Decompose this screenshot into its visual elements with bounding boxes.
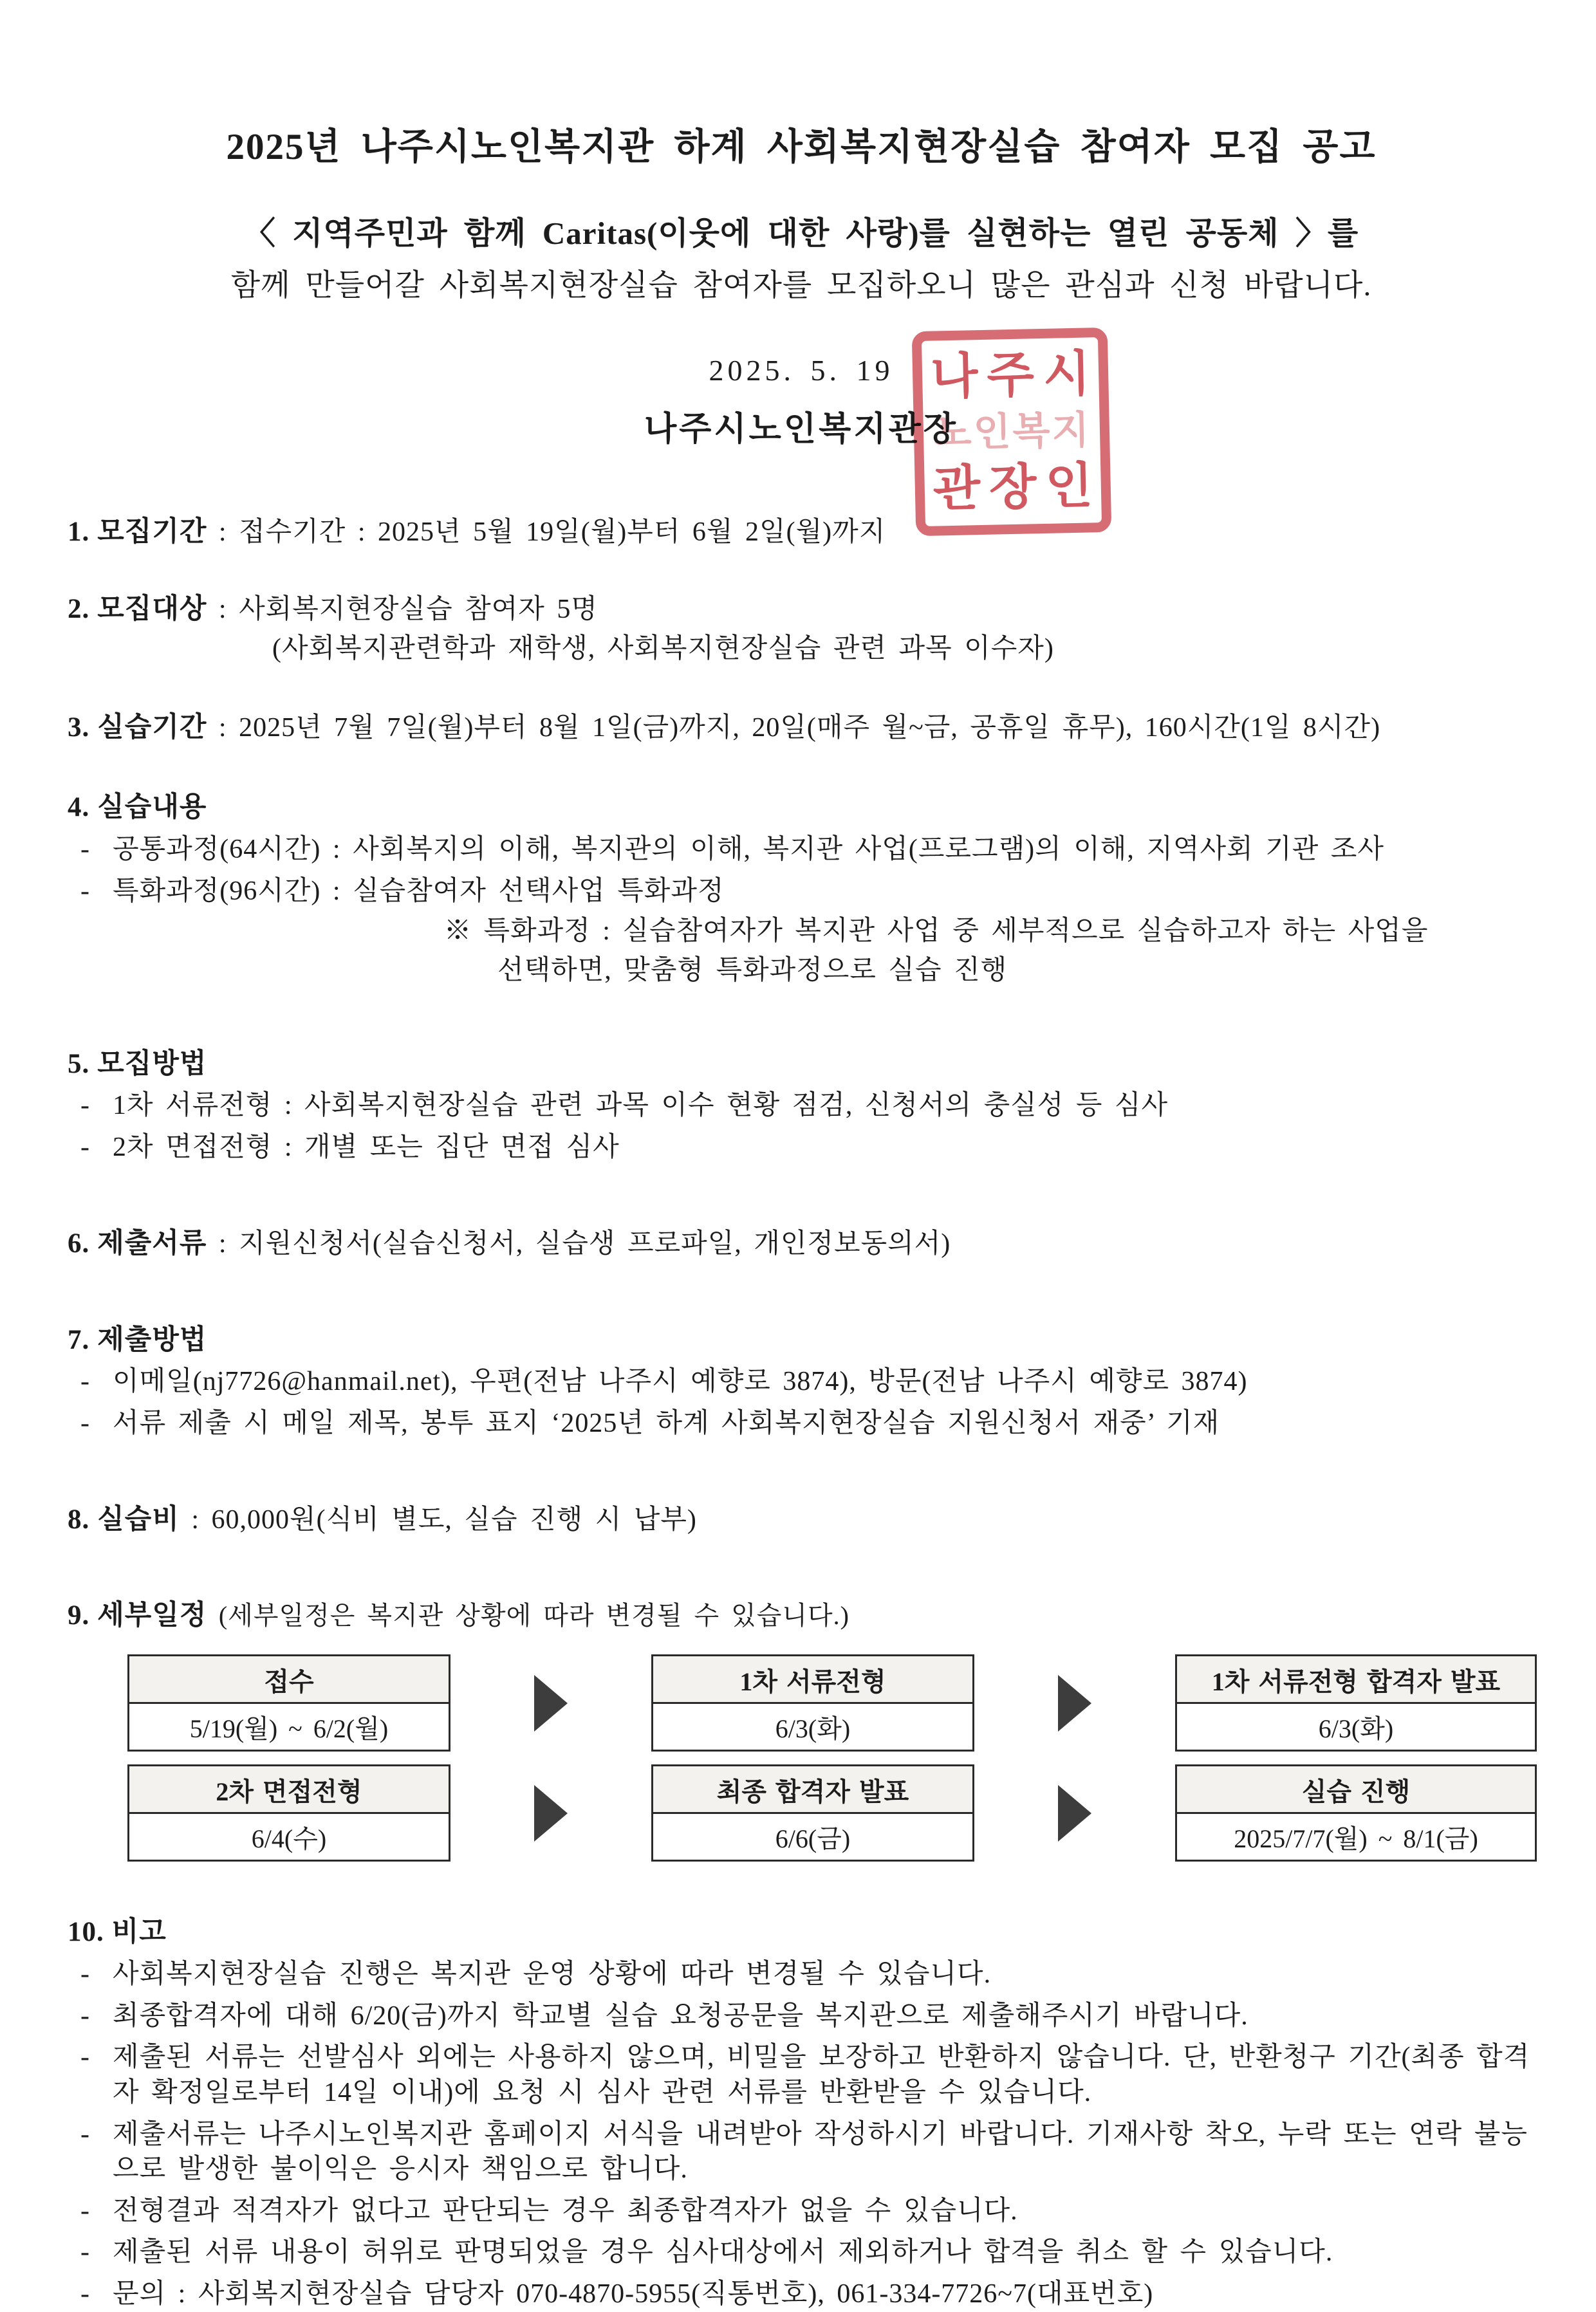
section-9-detailed-schedule: [68, 1598, 1535, 1634]
flow-arrow-icon: [1058, 1785, 1091, 1842]
section-2-recruit-target: [68, 591, 1535, 627]
flow-step-interview: [127, 1764, 450, 1862]
section-5-bullet-interview: - 2차 면접전형 : 개별 또는 집단 면접 심사: [80, 1130, 1535, 1165]
bullet-dash: -: [80, 2119, 90, 2149]
section-4-title: 실습내용: [97, 792, 207, 823]
flow-step-doc-screening-date: 6/3(화): [775, 1714, 851, 1744]
stamp-line-3: 관장인: [932, 458, 1102, 517]
flow-step-apply-date: 5/19(월) ~ 6/2(월): [189, 1714, 389, 1744]
section-3-text: : 2025년 7월 7일(월)부터 8월 1일(금)까지, 20일(매주 월~금, 공휴일 휴무), 160시간(1일 8시간): [207, 713, 1381, 743]
section-1-number: 1.: [68, 517, 90, 547]
section-1-title: 모집기간: [97, 517, 207, 547]
section-8-title: 실습비: [97, 1504, 180, 1535]
flow-arrow-icon: [1058, 1675, 1091, 1732]
section-7-submission-method: [68, 1322, 1535, 1358]
section-5-number: 5.: [68, 1048, 90, 1079]
section-7-title: 제출방법: [97, 1324, 207, 1355]
section-8-text: : 60,000원(식비 별도, 실습 진행 시 납부): [179, 1504, 697, 1535]
section-1-recruit-period: [68, 514, 1535, 550]
section-4-practice-content: [68, 790, 1535, 826]
bullet-dash: -: [80, 2279, 90, 2309]
section-10-bullet-contact: - 문의 : 사회복지현장실습 담당자 070-4870-5955(직통번호), 061-334-7726~7(대표번호): [80, 2277, 1535, 2312]
flow-step-doc-result-label: 1차 서류전형 합격자 발표: [1177, 1656, 1535, 1704]
flow-step-doc-screening-label: 1차 서류전형: [653, 1656, 972, 1704]
page-title: 2025년 나주시노인복지관 하계 사회복지현장실습 참여자 모집 공고: [226, 127, 1377, 167]
section-5-title: 모집방법: [97, 1048, 207, 1079]
section-4-note-line-1: ※ 특화과정 : 실습참여자가 복지관 사업 중 세부적으로 실습하고자 하는 사업을: [444, 916, 1429, 947]
flow-step-practice-run-label: 실습 진행: [1177, 1766, 1535, 1814]
section-4-note-line-2: 선택하면, 맞춤형 특화과정으로 실습 진행: [497, 955, 1008, 985]
flow-step-doc-result: [1175, 1654, 1537, 1752]
schedule-flow-row-1: [127, 1654, 1537, 1752]
section-4-bullet-common-course: - 공통과정(64시간) : 사회복지의 이해, 복지관의 이해, 복지관 사업(프로그램)의 이해, 지역사회 기관 조사: [80, 832, 1535, 867]
section-10-bullet-school-letter: - 최종합격자에 대해 6/20(금)까지 학교별 실습 요청공문을 복지관으로 제출해주시기 바랍니다.: [80, 1999, 1535, 2034]
announcement-date: 2025. 5. 19: [709, 354, 894, 387]
bullet-dash: -: [80, 2196, 90, 2226]
section-7-bullet-labeling: - 서류 제출 시 메일 제목, 봉투 표지 ‘2025년 하계 사회복지현장실습 지원신청서 재중’ 기재: [80, 1406, 1535, 1441]
section-1-text: : 접수기간 : 2025년 5월 19일(월)부터 6월 2일(월)까지: [207, 517, 886, 547]
section-2-subtext: (사회복지관련학과 재학생, 사회복지현장실습 관련 과목 이수자): [272, 633, 1054, 663]
section-3-title: 실습기간: [97, 712, 207, 743]
intro-slogan-line: 〈 지역주민과 함께 Caritas(이웃에 대한 사랑)를 실현하는 열린 공동체 〉를: [243, 216, 1359, 251]
section-2-title: 모집대상: [97, 593, 207, 624]
bullet-dash: -: [80, 1133, 90, 1163]
section-8-number: 8.: [68, 1504, 90, 1535]
stamp-line-1: 나주시: [930, 347, 1100, 405]
bullet-dash: -: [80, 2237, 90, 2268]
section-9-paren-note: (세부일정은 복지관 상황에 따라 변경될 수 있습니다.): [218, 1601, 849, 1631]
section-9-title: 세부일정: [97, 1600, 207, 1631]
section-3-practice-period: [68, 710, 1535, 746]
section-10-bullet-homepage-forms: - 제출서류는 나주시노인복지관 홈페이지 서식을 내려받아 작성하시기 바랍니다. 기재사항 착오, 누락 또는 연락 불능으로 발생한 불이익은 응시자 책임으로 합니다.: [80, 2117, 1535, 2187]
flow-step-interview-label: 2차 면접전형: [129, 1766, 449, 1814]
section-10-number: 10.: [68, 1917, 104, 1948]
section-10-bullet-no-qualified: - 전형결과 적격자가 없다고 판단되는 경우 최종합격자가 없을 수 있습니다.: [80, 2194, 1535, 2229]
signer-title: 나주시노인복지관장: [644, 411, 959, 448]
section-10-bullet-document-return: - 제출된 서류는 선발심사 외에는 사용하지 않으며, 비밀을 보장하고 반환하지 않습니다. 단, 반환청구 기간(최종 합격자 확정일로부터 14일 이내)에 요청 시 심사 관련 서류를 반환받을 수 있습니다.: [80, 2040, 1535, 2110]
section-5-selection-method: [68, 1046, 1535, 1082]
section-4-number: 4.: [68, 792, 90, 823]
section-9-number: 9.: [68, 1600, 90, 1631]
schedule-flow-row-2: [127, 1764, 1537, 1862]
section-4-bullet-special-course: - 특화과정(96시간) : 실습참여자 선택사업 특화과정: [80, 874, 1535, 909]
section-7-bullet-channels: - 이메일(nj7726@hanmail.net), 우편(전남 나주시 예향로 3874), 방문(전남 나주시 예향로 3874): [80, 1364, 1535, 1400]
bullet-dash: -: [80, 835, 90, 865]
intro-invite-line: 함께 만들어갈 사회복지현장실습 참여자를 모집하오니 많은 관심과 신청 바랍니다.: [230, 269, 1372, 302]
section-6-text: : 지원신청서(실습신청서, 실습생 프로파일, 개인정보동의서): [207, 1228, 951, 1259]
flow-step-doc-result-date: 6/3(화): [1318, 1714, 1394, 1744]
bullet-dash: -: [80, 1959, 90, 1990]
section-2-number: 2.: [68, 593, 90, 624]
section-6-number: 6.: [68, 1228, 90, 1259]
flow-step-practice-run: [1175, 1764, 1537, 1862]
flow-arrow-icon: [534, 1785, 568, 1842]
bullet-dash: -: [80, 876, 90, 906]
section-10-bullet-false-info: - 제출된 서류 내용이 허위로 판명되었을 경우 심사대상에서 제외하거나 합격을 취소 할 수 있습니다.: [80, 2235, 1535, 2270]
flow-arrow-icon: [534, 1675, 568, 1732]
bullet-dash: -: [80, 1091, 90, 1121]
section-10-remarks: [68, 1914, 1535, 1950]
bullet-dash: -: [80, 1408, 90, 1438]
section-6-title: 제출서류: [97, 1228, 207, 1259]
flow-step-apply-label: 접수: [129, 1656, 449, 1704]
section-10-bullet-change-notice: - 사회복지현장실습 진행은 복지관 운영 상황에 따라 변경될 수 있습니다.: [80, 1957, 1535, 1992]
flow-step-practice-run-date: 2025/7/7(월) ~ 8/1(금): [1234, 1824, 1478, 1854]
flow-step-final-result-label: 최종 합격자 발표: [653, 1766, 972, 1814]
flow-step-interview-date: 6/4(수): [251, 1824, 327, 1854]
flow-step-final-result: [651, 1764, 974, 1862]
flow-step-apply: [127, 1654, 450, 1752]
bullet-dash: -: [80, 1367, 90, 1397]
bullet-dash: -: [80, 2001, 90, 2031]
section-2-text: : 사회복지현장실습 참여자 5명: [207, 594, 598, 624]
section-7-number: 7.: [68, 1324, 90, 1355]
section-8-practice-fee: [68, 1502, 1535, 1538]
section-10-title: 비고: [111, 1917, 167, 1948]
bullet-dash: -: [80, 2042, 90, 2073]
stamp-line-2: 노인복지: [933, 409, 1092, 455]
section-3-number: 3.: [68, 712, 90, 743]
section-6-required-documents: [68, 1226, 1535, 1262]
section-5-bullet-document-screening: - 1차 서류전형 : 사회복지현장실습 관련 과목 이수 현황 점검, 신청서의 충실성 등 심사: [80, 1088, 1535, 1124]
flow-step-doc-screening: [651, 1654, 974, 1752]
flow-step-final-result-date: 6/6(금): [775, 1824, 851, 1854]
